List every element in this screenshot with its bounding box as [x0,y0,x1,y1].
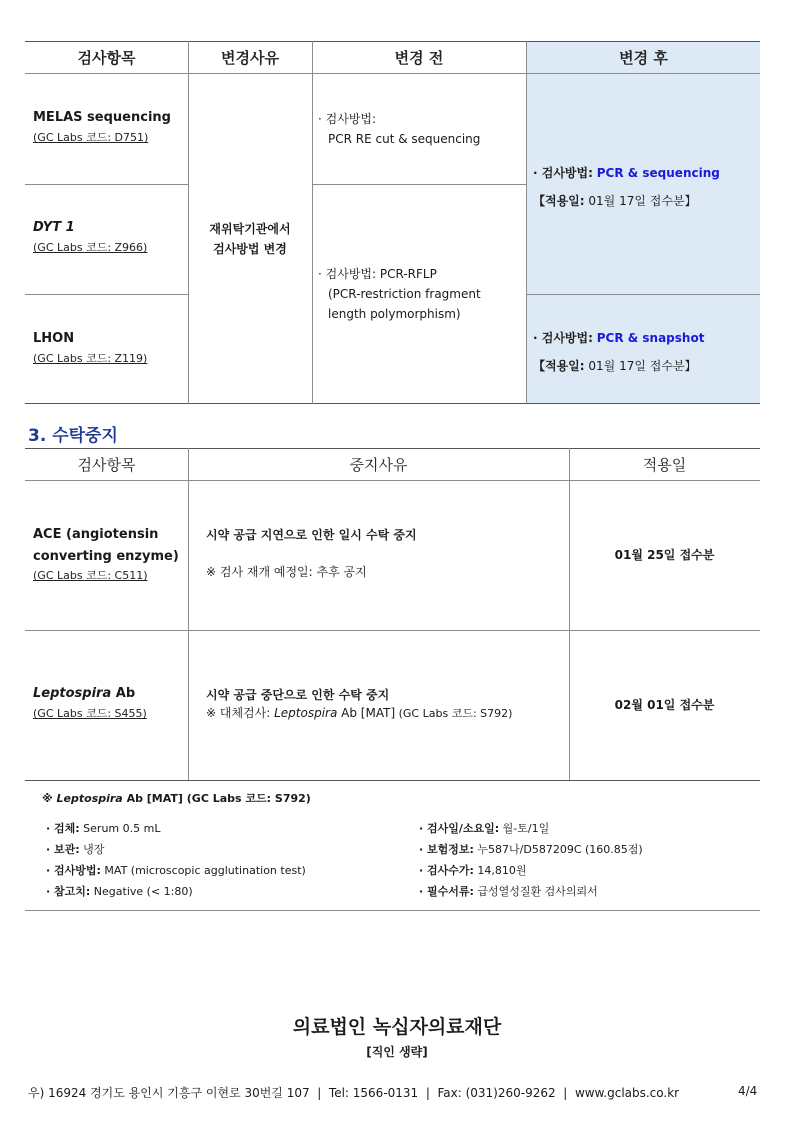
section-title: 3. 수탁중지 [28,426,118,446]
item-code: (GC Labs 코드: Z119) [33,352,148,365]
info-title [42,790,311,806]
item-code: (GC Labs 코드: C511) [33,569,148,582]
before-method-1 [318,109,480,149]
before-line: length polymorphism) [328,307,461,321]
after-value: PCR & snapshot [596,331,705,345]
before-method-2 [318,264,481,324]
before-label: · 검사방법: [318,112,377,126]
stop-reason-2 [206,686,512,723]
after-value: PCR & sequencing [596,166,720,180]
item-name: MELAS sequencing [33,110,171,125]
info-value: 14,810원 [473,864,527,877]
apply-value: 01월 17일 접수분】 [588,194,697,208]
after-label: · 검사방법: [533,331,593,345]
info-title-rest: Ab [MAT] (GC Labs 코드: S792) [122,792,311,805]
info-right-column [419,818,643,902]
footer-address: 우) 16924 경기도 용인시 기흥구 이현로 30번길 107 | Tel: 1566-0131 | Fax: (031)260-9262 | www.gclabs.co.kr [28,1086,680,1100]
info-value: 월-토/1일 [499,822,550,835]
before-line: PCR RE cut & sequencing [328,132,481,146]
item-lhon [33,331,147,366]
item-code: (GC Labs 코드: S455) [33,707,147,720]
note-italic: Leptospira [274,706,338,720]
item-name: DYT 1 [33,220,75,235]
before-line: (PCR-restriction fragment [328,287,481,301]
info-value: Serum 0.5 mL [79,822,161,835]
info-label: · 검사수가: [419,864,474,877]
info-value: 냉장 [79,843,105,856]
reason-line: 재위탁기관에서 [209,222,291,236]
header-after: 변경 후 [619,49,668,67]
after-label: · 검사방법: [533,166,593,180]
info-value: Negative (< 1:80) [90,885,193,898]
item-name-line: ACE (angiotensin [33,527,159,542]
info-label: · 보관: [46,843,80,856]
seal-note: [직인 생략] [366,1045,428,1059]
header-test-item: 검사항목 [77,49,136,67]
item-dyt1 [33,220,147,255]
item-name: LHON [33,331,75,346]
after-method-2 [533,324,704,380]
info-label: · 검사방법: [46,864,101,877]
note-rest: Ab [MAT] [337,706,396,720]
header-before: 변경 전 [394,49,444,67]
info-value: MAT (microscopic agglutination test) [100,864,306,877]
info-title-italic: Leptospira [56,792,123,805]
after-method-1 [533,159,720,215]
note-code: (GC Labs 코드: S792) [395,707,513,720]
info-label: · 검사일/소요일: [419,822,500,835]
apply-label: 【적용일: [533,194,585,208]
page-number: 4/4 [738,1084,758,1098]
apply-date-2: 02월 01일 접수분 [614,698,715,712]
header-test-item: 검사항목 [77,456,136,474]
stop-reason-text: 시약 공급 지연으로 인한 일시 수탁 중지 [206,528,417,542]
info-title-prefix: ※ [42,792,57,805]
info-label: · 보험정보: [419,843,474,856]
reason-line: 검사방법 변경 [213,242,287,256]
header-stop-reason: 중지사유 [349,456,408,474]
info-left-column [46,818,306,902]
item-melas [33,110,171,145]
info-value: 급성열성질환 검사의뢰서 [473,885,598,898]
item-leptospira [33,686,147,721]
stop-reason-text: 시약 공급 중단으로 인한 수탁 중지 [206,688,390,702]
header-apply-date: 적용일 [642,456,687,474]
organization-name: 의료법인 녹십자의료재단 [292,1016,502,1038]
apply-label: 【적용일: [533,359,585,373]
item-ace [33,524,179,584]
info-label: · 참고치: [46,885,91,898]
apply-value: 01월 17일 접수분】 [588,359,697,373]
change-reason [188,219,312,259]
item-code: (GC Labs 코드: D751) [33,131,149,144]
item-name-rest: Ab [111,686,136,701]
apply-date-1: 01월 25일 접수분 [614,548,715,562]
header-change-reason: 변경사유 [221,49,279,67]
info-label: · 필수서류: [419,885,474,898]
stop-reason-1 [206,526,417,580]
item-code: (GC Labs 코드: Z966) [33,241,148,254]
info-label: · 검체: [46,822,80,835]
item-name-italic: Leptospira [33,686,112,701]
item-name-line: converting enzyme) [33,549,179,564]
note-prefix: ※ 대체검사: [206,706,275,720]
info-value: 누587나/D587209C (160.85점) [473,843,643,856]
stop-reason-note: ※ 검사 재개 예정일: 추후 공지 [206,565,367,579]
before-label: · 검사방법: PCR-RFLP [318,267,437,281]
